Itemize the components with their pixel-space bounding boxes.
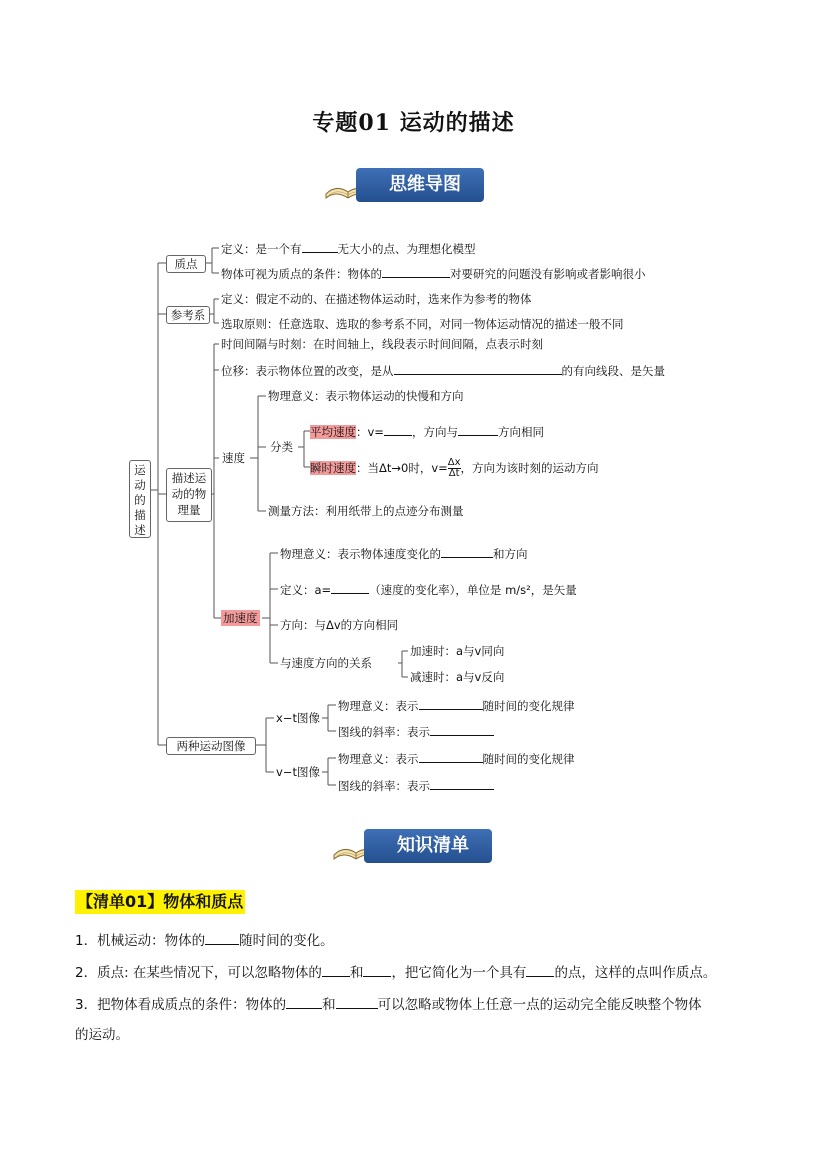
node-jiasudu: 加速度 bbox=[223, 611, 258, 625]
fraction: $\frac{\Delta x}{\Delta t}$ bbox=[447, 457, 461, 479]
node-xt: x−t图像 bbox=[276, 711, 320, 725]
displacement: 位移：表示物体位置的改变，是从 的有向线段、是矢量 bbox=[221, 364, 665, 378]
blank bbox=[286, 994, 322, 1009]
blank bbox=[458, 423, 498, 436]
blank bbox=[419, 750, 483, 763]
page-title: 专题01 运动的描述 bbox=[312, 110, 515, 136]
blank bbox=[302, 240, 338, 253]
blank bbox=[430, 723, 494, 736]
node-zhidian: 质点 bbox=[166, 255, 206, 273]
section-heading: 【清单01】物体和质点 bbox=[75, 890, 245, 914]
slowdown: 减速时：a与v反向 bbox=[410, 670, 505, 684]
vt-meaning: 物理意义：表示 随时间的变化规律 bbox=[338, 752, 575, 766]
instant-velocity: 瞬时速度：当Δt→0时，v= $\frac{\Delta x}{\Delta t}$ ，方向为该时刻的运动方向 bbox=[310, 457, 599, 479]
mindmap-banner-label: 思维导图 bbox=[356, 168, 484, 202]
velocity-meaning: 物理意义：表示物体运动的快慢和方向 bbox=[268, 389, 464, 403]
zhidian-condition: 物体可视为质点的条件：物体的 对要研究的问题没有影响或者影响很小 bbox=[221, 267, 646, 281]
time-interval: 时间间隔与时刻：在时间轴上，线段表示时间间隔，点表示时刻 bbox=[221, 337, 543, 351]
cankaoxi-definition: 定义：假定不动的、在描述物体运动时，选来作为参考的物体 bbox=[221, 292, 532, 306]
blank bbox=[526, 962, 554, 977]
acceleration-direction: 方向：与Δv的方向相同 bbox=[280, 618, 399, 632]
zhidian-definition: 定义：是一个有 无大小的点、为理想化模型 bbox=[221, 242, 476, 256]
cankaoxi-rule: 选取原则：任意选取、选取的参考系不同，对同一物体运动情况的描述一般不同 bbox=[221, 317, 624, 331]
blank bbox=[205, 930, 239, 945]
blank bbox=[441, 545, 493, 558]
blank bbox=[322, 962, 350, 977]
mindmap-root: 运动的描述 bbox=[129, 460, 151, 538]
paragraph-2: 2．质点: 在某些情况下，可以忽略物体的 和 ，把它简化为一个具有 的点，这样的点叫作质点。 bbox=[75, 962, 716, 983]
acceleration-definition: 定义：a= （速度的变化率），单位是 m/s²，是矢量 bbox=[280, 583, 577, 597]
vt-slope: 图线的斜率：表示 bbox=[338, 777, 494, 794]
node-vt: v−t图像 bbox=[276, 765, 320, 779]
blank bbox=[419, 697, 483, 710]
node-sudu: 速度 bbox=[222, 451, 245, 465]
xt-slope: 图线的斜率：表示 bbox=[338, 723, 494, 740]
node-fenlei: 分类 bbox=[270, 440, 293, 454]
blank bbox=[336, 994, 378, 1009]
node-wuliliang: 描述运动的物理量 bbox=[166, 468, 212, 522]
measure-method: 测量方法：利用纸带上的点迹分布测量 bbox=[268, 504, 464, 518]
average-velocity: 平均速度：v= ，方向与 方向相同 bbox=[310, 425, 544, 439]
average-velocity-label: 平均速度 bbox=[310, 425, 356, 439]
node-cankaoxi: 参考系 bbox=[166, 306, 210, 324]
blank bbox=[384, 423, 412, 436]
paragraph-3-cont: 的运动。 bbox=[75, 1027, 129, 1043]
knowledge-banner bbox=[330, 829, 494, 865]
paragraph-3: 3．把物体看成质点的条件：物体的 和 可以忽略或物体上任意一点的运动完全能反映整个物体 bbox=[75, 994, 702, 1015]
node-tuxiang: 两种运动图像 bbox=[166, 737, 256, 755]
speedup: 加速时：a与v同向 bbox=[410, 644, 505, 658]
blank bbox=[363, 962, 391, 977]
blank bbox=[430, 777, 494, 790]
instant-velocity-label: 瞬时速度 bbox=[310, 461, 356, 475]
acceleration-meaning: 物理意义：表示物体速度变化的 和方向 bbox=[280, 547, 528, 561]
xt-meaning: 物理意义：表示 随时间的变化规律 bbox=[338, 699, 575, 713]
paragraph-1: 1．机械运动：物体的 随时间的变化。 bbox=[75, 930, 334, 951]
blank bbox=[394, 362, 562, 375]
blank bbox=[331, 581, 369, 594]
acceleration-relation: 与速度方向的关系 bbox=[280, 656, 372, 670]
knowledge-banner-label: 知识清单 bbox=[364, 829, 492, 863]
blank bbox=[382, 265, 450, 278]
